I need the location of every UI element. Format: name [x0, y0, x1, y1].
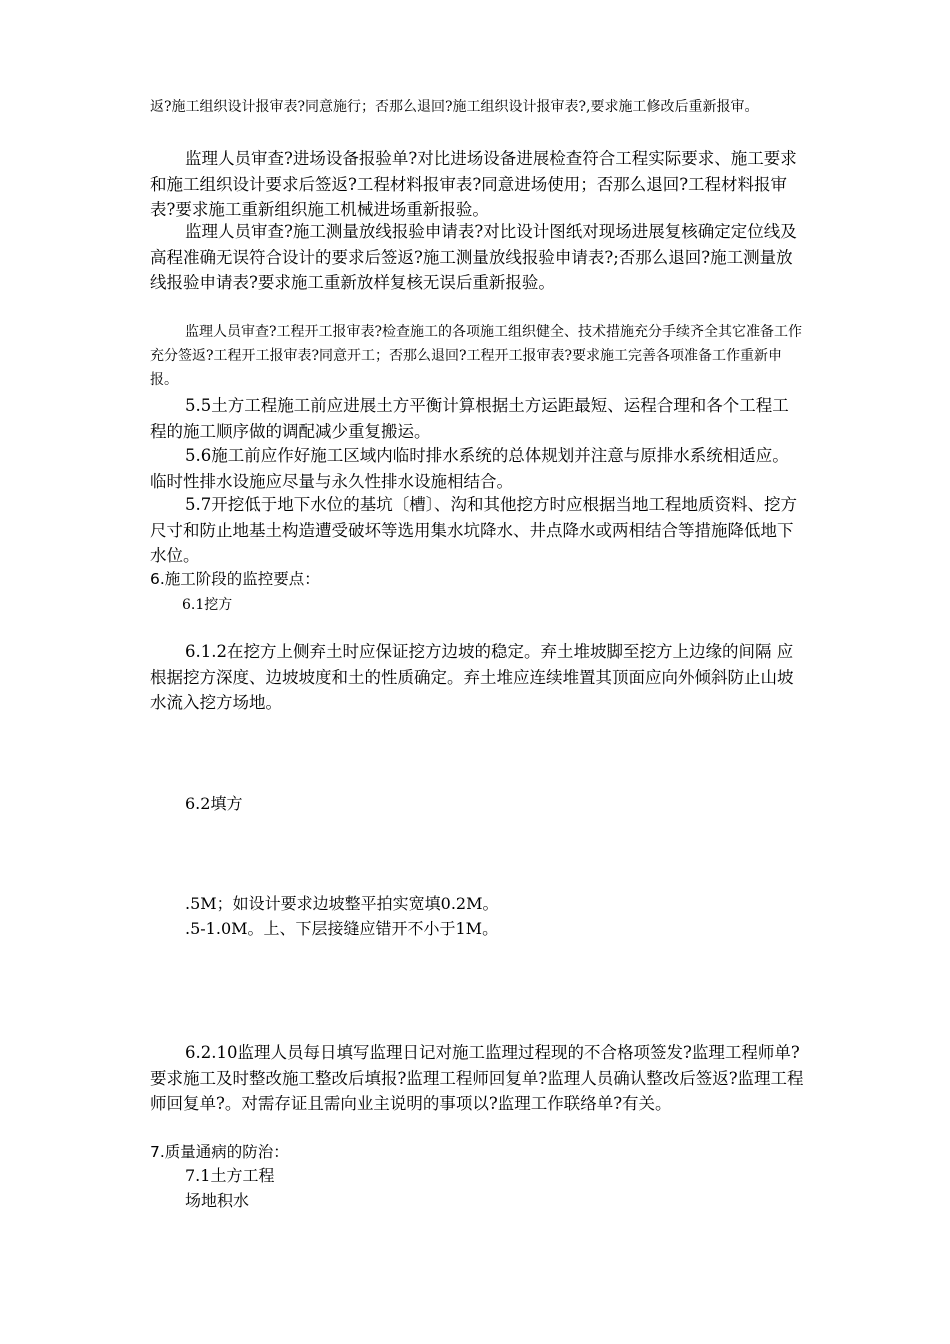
- paragraph-survey-review: 监理人员审查?施工测量放线报验申请表?对比设计图纸对现场进展复核确定定位线及高程准确无误符合设计的要求后签返?施工测量放线报验申请表?;否那么退回?施工测量放线报验申请表?要求施工重新放样复核无误后重新报验。: [150, 222, 797, 292]
- paragraph-6-2-10: 6.2.10监理人员每日填写监理日记对施工监理过程现的不合格项签发?监理工程师单?要求施工及时整改施工整改后填报?监理工程师回复单?监理人员确认整改后签返?监理工程师回复单?。对需存证且需向业主说明的事项以?监理工作联络单?有关。: [150, 1043, 804, 1113]
- subheading-7-1: 7.1土方工程: [185, 1166, 275, 1185]
- fill-line-2: .5-1.0M。上、下层接缝应错开不小于1M。: [185, 919, 499, 938]
- heading-section-7: 7.质量通病的防治：: [150, 1143, 289, 1161]
- paragraph-commencement-review: 监理人员审查?工程开工报审表?检查施工的各项施工组织健全、技术措施充分手续齐全其它准备工作充分签返?工程开工报审表?同意开工；否那么退回?工程开工报审表?要求施工完善各项准备工作重新申报。: [150, 324, 803, 388]
- paragraph-equipment-review: 监理人员审查?进场设备报验单?对比进场设备进展检查符合工程实际要求、施工要求和施工组织设计要求后签返?工程材料报审表?同意进场使用；否那么退回?工程材料报审表?要求施工重新组织施工机械进场重新报验。: [150, 149, 797, 219]
- paragraph-approval-return: 返?施工组织设计报审表?同意施行；否那么退回?施工组织设计报审表?,要求施工修改后重新报审。: [150, 99, 759, 115]
- fill-line-1: .5M；如设计要求边坡整平拍实宽填0.2M。: [185, 894, 499, 913]
- paragraph-5-5: 5.5土方工程施工前应进展土方平衡计算根据土方运距最短、运程合理和各个工程工程的施工顺序做的调配减少重复搬运。: [150, 396, 789, 441]
- paragraph-6-1-2: 6.1.2在挖方上侧弃土时应保证挖方边坡的稳定。弃土堆坡脚至挖方上边缘的间隔 应根据挖方深度、边坡坡度和土的性质确定。弃土堆应连续堆置其顶面应向外倾斜防止山坡水流入挖方场地。: [150, 642, 794, 712]
- paragraph-5-7: 5.7开挖低于地下水位的基坑〔槽〕、沟和其他挖方时应根据当地工程地质资料、挖方尺寸和防止地基土构造遭受破坏等选用集水坑降水、井点降水或两相结合等措施降低地下水位。: [150, 495, 797, 565]
- subheading-6-2: 6.2填方: [185, 794, 243, 813]
- subheading-site-water: 场地积水: [185, 1191, 250, 1210]
- subheading-6-1: 6.1挖方: [182, 597, 233, 613]
- paragraph-5-6: 5.6施工前应作好施工区域内临时排水系统的总体规划并注意与原排水系统相适应。临时性排水设施应尽量与永久性排水设施相结合。: [150, 446, 789, 491]
- heading-section-6: 6.施工阶段的监控要点：: [150, 570, 320, 588]
